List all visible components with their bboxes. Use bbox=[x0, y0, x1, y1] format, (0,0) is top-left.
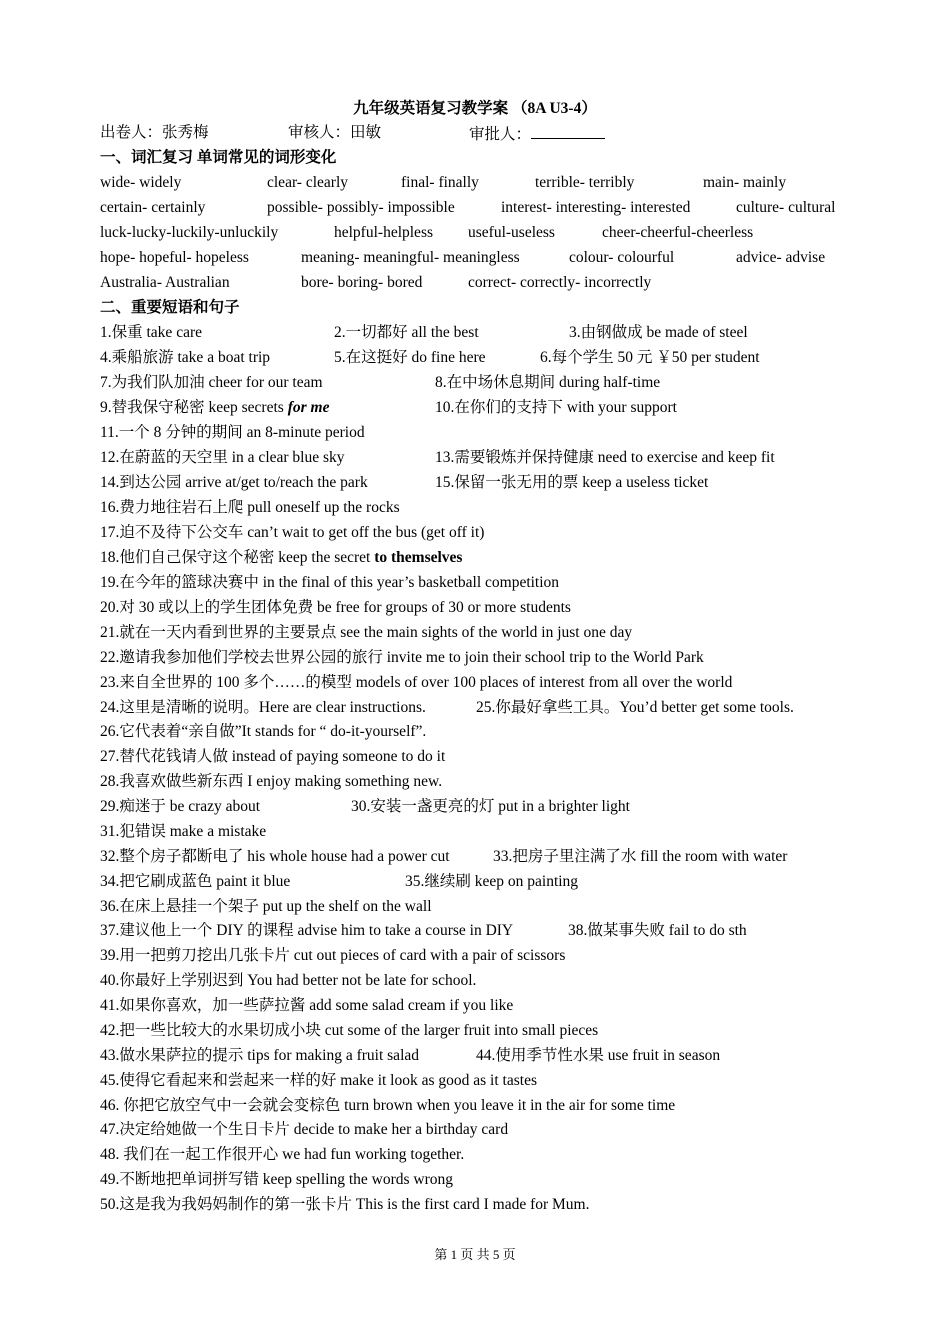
phrase-item: 42.把一些比较大的水果切成小块 cut some of the larger fruit into small pieces bbox=[100, 1022, 599, 1039]
phrase-item: 35.继续刷 keep on painting bbox=[405, 873, 579, 890]
phrase-item: 50.这是我为我妈妈制作的第一张卡片 This is the first card I made for Mum. bbox=[100, 1196, 590, 1213]
phrase-item: 18.他们自己保守这个秘密 keep the secret to themselves bbox=[100, 549, 463, 566]
phrase-item: 11.一个 8 分钟的期间 an 8-minute period bbox=[100, 424, 365, 441]
vocab-item: clear- clearly bbox=[267, 174, 348, 191]
vocab-item: main- mainly bbox=[703, 174, 787, 191]
phrase-item: 8.在中场休息期间 during half-time bbox=[435, 374, 661, 391]
vocab-item: useful-useless bbox=[468, 224, 555, 241]
phrase-item: 21.就在一天内看到世界的主要景点 see the main sights of the world in just one day bbox=[100, 624, 633, 641]
section1-heading: 一、词汇复习 单词常见的词形变化 bbox=[100, 149, 337, 166]
vocab-item: cheer-cheerful-cheerless bbox=[602, 224, 754, 241]
phrase-item: 37.建议他上一个 DIY 的课程 advise him to take a course in DIY bbox=[100, 922, 514, 939]
phrase-item: 22.邀请我参加他们学校去世界公园的旅行 invite me to join their school trip to the World Park bbox=[100, 649, 704, 666]
vocab-item: bore- boring- bored bbox=[301, 274, 423, 291]
vocab-item: final- finally bbox=[401, 174, 479, 191]
phrase-item: 20.对 30 或以上的学生团体免费 be free for groups of 30 or more students bbox=[100, 599, 571, 616]
phrase-item: 28.我喜欢做些新东西 I enjoy making something new. bbox=[100, 773, 443, 790]
reviewer: 审核人：田敏 bbox=[288, 124, 382, 141]
phrase-item: 10.在你们的支持下 with your support bbox=[435, 399, 677, 416]
phrase-item: 44.使用季节性水果 use fruit in season bbox=[476, 1047, 721, 1064]
vocab-item: meaning- meaningful- meaningless bbox=[301, 249, 520, 266]
vocab-item: Australia- Australian bbox=[100, 274, 230, 291]
author: 出卷人：张秀梅 bbox=[100, 124, 209, 141]
phrase-item: 32.整个房子都断电了 his whole house had a power cut bbox=[100, 848, 450, 865]
phrase-item: 41.如果你喜欢，加一些萨拉酱 add some salad cream if you like bbox=[100, 997, 514, 1014]
phrase-item: 4.乘船旅游 take a boat trip bbox=[100, 349, 271, 366]
phrase-item: 16.费力地往岩石上爬 pull oneself up the rocks bbox=[100, 499, 400, 516]
phrase-item: 12.在蔚蓝的天空里 in a clear blue sky bbox=[100, 449, 345, 466]
phrase-item: 13.需要锻炼并保持健康 need to exercise and keep fit bbox=[435, 449, 775, 466]
vocab-item: hope- hopeful- hopeless bbox=[100, 249, 249, 266]
phrase-item: 47.决定给她做一个生日卡片 decide to make her a birthday card bbox=[100, 1121, 509, 1138]
phrase-item: 49.不断地把单词拼写错 keep spelling the words wrong bbox=[100, 1171, 454, 1188]
phrase-item: 34.把它刷成蓝色 paint it blue bbox=[100, 873, 291, 890]
vocab-item: culture- cultural bbox=[736, 199, 836, 216]
phrase-item: 31.犯错误 make a mistake bbox=[100, 823, 267, 840]
emphasis-text: to themselves bbox=[374, 549, 463, 566]
approver: 审批人： bbox=[469, 123, 605, 145]
vocab-item: luck-lucky-luckily-unluckily bbox=[100, 224, 279, 241]
approver-blank bbox=[531, 123, 605, 139]
emphasis-text: for me bbox=[287, 399, 330, 416]
phrase-item: 6.每个学生 50 元 ￥50 per student bbox=[540, 349, 760, 366]
phrase-item: 43.做水果萨拉的提示 tips for making a fruit salad bbox=[100, 1047, 419, 1064]
document-title: 九年级英语复习教学案 （8A U3-4） bbox=[353, 100, 597, 117]
phrase-item: 7.为我们队加油 cheer for our team bbox=[100, 374, 323, 391]
vocab-item: correct- correctly- incorrectly bbox=[468, 274, 652, 291]
vocab-item: wide- widely bbox=[100, 174, 182, 191]
phrase-item: 36.在床上悬挂一个架子 put up the shelf on the wall bbox=[100, 898, 432, 915]
phrase-item: 40.你最好上学别迟到 You had better not be late for school. bbox=[100, 972, 477, 989]
phrase-item: 25.你最好拿些工具。You’d better get some tools. bbox=[476, 699, 794, 716]
vocab-item: certain- certainly bbox=[100, 199, 206, 216]
vocab-item: advice- advise bbox=[736, 249, 826, 266]
phrase-item: 30.安装一盏更亮的灯 put in a brighter light bbox=[351, 798, 630, 815]
phrase-item: 23.来自全世界的 100 多个……的模型 models of over 100 places of interest from all over the world bbox=[100, 674, 733, 691]
phrase-item: 46. 你把它放空气中一会就会变棕色 turn brown when you leave it in the air for some time bbox=[100, 1097, 676, 1114]
phrase-item: 2.一切都好 all the best bbox=[334, 324, 479, 341]
phrase-item: 19.在今年的篮球决赛中 in the final of this year’s basketball competition bbox=[100, 574, 560, 591]
vocab-item: helpful-helpless bbox=[334, 224, 434, 241]
phrase-item: 39.用一把剪刀挖出几张卡片 cut out pieces of card with a pair of scissors bbox=[100, 947, 566, 964]
phrase-item: 45.使得它看起来和尝起来一样的好 make it look as good as it tastes bbox=[100, 1072, 537, 1089]
phrase-item: 38.做某事失败 fail to do sth bbox=[568, 922, 747, 939]
phrase-item: 48. 我们在一起工作很开心 we had fun working together. bbox=[100, 1146, 465, 1163]
phrase-item: 5.在这挺好 do fine here bbox=[334, 349, 486, 366]
phrase-item: 3.由钢做成 be made of steel bbox=[569, 324, 748, 341]
phrase-item: 17.迫不及待下公交车 can’t wait to get off the bus (get off it) bbox=[100, 524, 485, 541]
vocab-item: interest- interesting- interested bbox=[501, 199, 691, 216]
phrase-item: 15.保留一张无用的票 keep a useless ticket bbox=[435, 474, 709, 491]
phrase-item: 29.痴迷于 be crazy about bbox=[100, 798, 261, 815]
vocab-item: terrible- terribly bbox=[535, 174, 635, 191]
phrase-item: 24.这里是清晰的说明。Here are clear instructions. bbox=[100, 699, 426, 716]
phrase-item: 27.替代花钱请人做 instead of paying someone to do it bbox=[100, 748, 446, 765]
section2-heading: 二、重要短语和句子 bbox=[100, 299, 240, 316]
vocab-item: possible- possibly- impossible bbox=[267, 199, 455, 216]
phrase-item: 9.替我保守秘密 keep secrets for me bbox=[100, 399, 330, 416]
phrase-item: 1.保重 take care bbox=[100, 324, 202, 341]
phrase-item: 33.把房子里注满了水 fill the room with water bbox=[493, 848, 788, 865]
vocab-item: colour- colourful bbox=[569, 249, 675, 266]
phrase-item: 26.它代表着“亲自做”It stands for “ do-it-yourself”. bbox=[100, 723, 427, 740]
page-number: 第 1 页 共 5 页 bbox=[434, 1247, 516, 1262]
phrase-item: 14.到达公园 arrive at/get to/reach the park bbox=[100, 474, 368, 491]
